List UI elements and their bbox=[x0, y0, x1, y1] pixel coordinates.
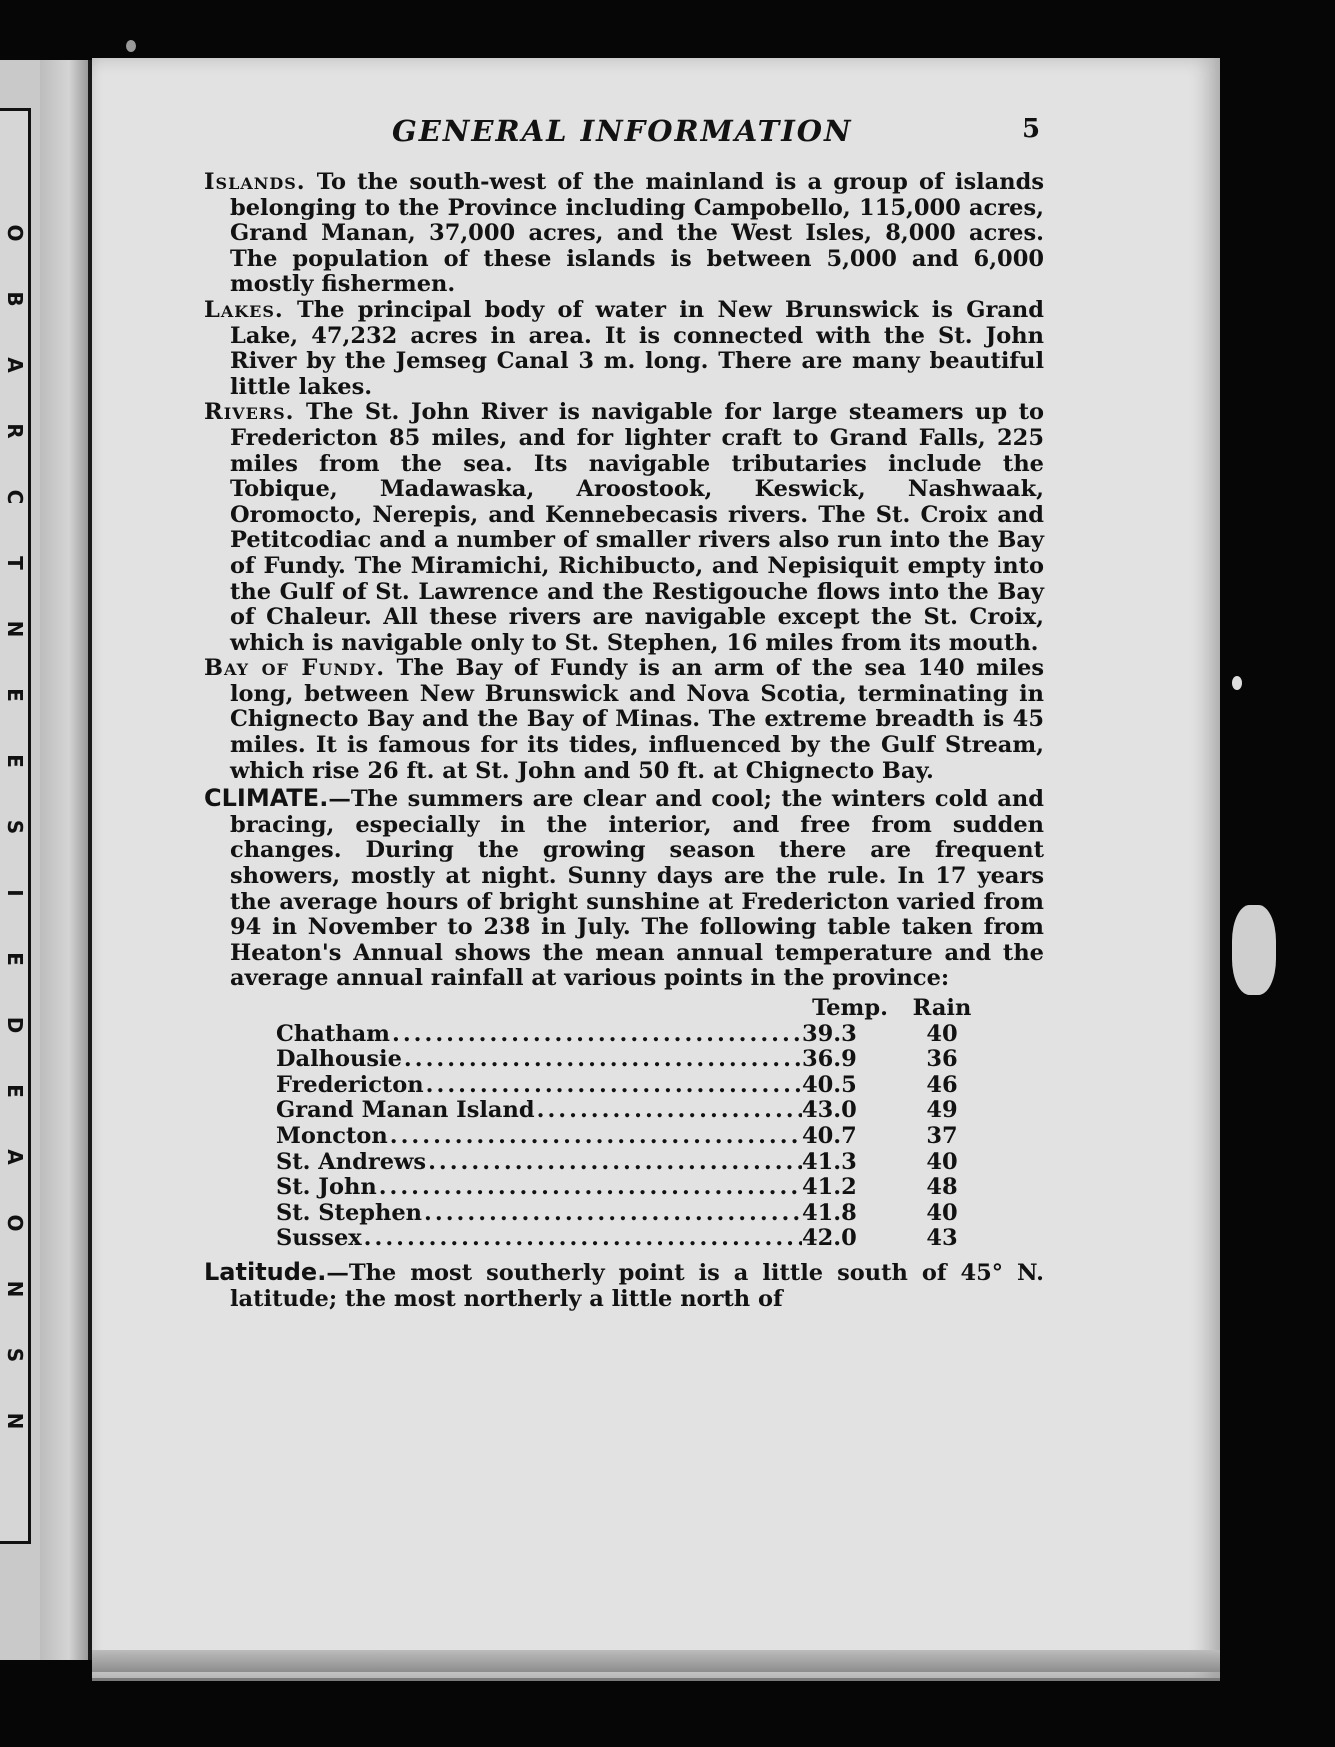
bay-of-fundy-heading: Bay of Fundy. bbox=[204, 655, 386, 682]
islands-paragraph bbox=[204, 170, 1044, 298]
spine-letter: R bbox=[3, 423, 27, 439]
place-name: Fredericton bbox=[276, 1071, 424, 1098]
table-row bbox=[276, 1098, 986, 1124]
spine-letter: A bbox=[3, 357, 27, 373]
spine-letter: N bbox=[3, 1280, 27, 1298]
climate-paragraph bbox=[204, 786, 1044, 992]
dot-leader bbox=[362, 1226, 802, 1252]
scan-speck bbox=[1232, 676, 1242, 690]
spine-letter: N bbox=[3, 620, 27, 638]
temp-value: 40.7 bbox=[802, 1122, 857, 1149]
page-title: GENERAL INFORMATION bbox=[392, 114, 853, 148]
spine-letter: N bbox=[3, 1412, 27, 1430]
climate-heading: CLIMATE. bbox=[204, 784, 329, 813]
dot-leader bbox=[424, 1073, 802, 1099]
rain-value: 40 bbox=[926, 1199, 958, 1226]
rain-value: 37 bbox=[926, 1122, 958, 1149]
spine-letter: S bbox=[3, 819, 27, 835]
page-body bbox=[204, 170, 1044, 1312]
page-bottom-edge bbox=[92, 1650, 1220, 1672]
table-row bbox=[276, 1226, 986, 1252]
rain-value: 40 bbox=[926, 1148, 958, 1175]
temp-value: 39.3 bbox=[802, 1020, 857, 1047]
rain-value: 40 bbox=[926, 1020, 958, 1047]
rain-value: 46 bbox=[926, 1071, 958, 1098]
page-number: 5 bbox=[1022, 114, 1041, 144]
temperature-rainfall-table bbox=[276, 996, 986, 1252]
scan-speck bbox=[126, 40, 136, 52]
islands-text: To the south-west of the mainland is a group of islands belonging to the Province including Campobello, 115,000 acres, Grand Manan, 37,000 acres, and the West Isles, 8,000 acres. The population of these islands is between 5,000 and 6,000 mostly fishermen. bbox=[230, 169, 1044, 298]
place-name: St. Stephen bbox=[276, 1199, 423, 1226]
spine-letter: T bbox=[3, 556, 27, 570]
place-name: Grand Manan Island bbox=[276, 1097, 535, 1124]
rain-value: 48 bbox=[926, 1174, 958, 1201]
latitude-heading: Latitude. bbox=[204, 1257, 327, 1286]
rain-value: 36 bbox=[926, 1046, 958, 1073]
climate-text: —The summers are clear and cool; the winters cold and bracing, especially in the interior, and free from sudden changes. During the growing season there are frequent showers, mostly at night. Sunny days are the rule. In 17 years the average hours of bright sunshine at Fredericton varied from 94 in November to 238 in July. The following table taken from Heaton's Annual shows the mean annual temperature and the average annual rainfall at various points in the province: bbox=[230, 786, 1044, 992]
table-row bbox=[276, 1150, 986, 1176]
bay-of-fundy-paragraph bbox=[204, 656, 1044, 784]
latitude-text: —The most southerly point is a little south of 45° N. latitude; the most northerly a little north of bbox=[230, 1259, 1044, 1312]
bay-of-fundy-text: The Bay of Fundy is an arm of the sea 140 miles long, between New Brunswick and Nova Scotia, terminating in Chignecto Bay and the Bay of Minas. The extreme breadth is 45 miles. It is famous for its tides, influenced by the Gulf Stream, which rise 26 ft. at St. John and 50 ft. at Chignecto Bay. bbox=[230, 655, 1045, 784]
spine-letter: A bbox=[3, 1149, 27, 1165]
temp-value: 40.5 bbox=[802, 1071, 857, 1098]
place-name: St. Andrews bbox=[276, 1148, 427, 1175]
rain-column-header: Rain bbox=[912, 995, 972, 1021]
place-name: St. John bbox=[276, 1174, 377, 1201]
spine-letter: E bbox=[3, 952, 27, 966]
temp-column-header: Temp. bbox=[812, 995, 888, 1021]
lakes-paragraph bbox=[204, 298, 1044, 400]
table-row bbox=[276, 1124, 986, 1150]
temp-value: 41.3 bbox=[802, 1148, 857, 1175]
left-page-map-border bbox=[0, 108, 31, 1544]
left-page-edge bbox=[40, 60, 88, 1660]
place-name: Chatham bbox=[276, 1020, 390, 1047]
temp-value: 43.0 bbox=[802, 1097, 857, 1124]
dot-leader bbox=[426, 1150, 802, 1176]
spine-letter: E bbox=[3, 754, 27, 768]
spine-letter: O bbox=[3, 1214, 27, 1232]
rain-value: 43 bbox=[926, 1225, 958, 1252]
table-row bbox=[276, 1073, 986, 1099]
place-name: Moncton bbox=[276, 1122, 388, 1149]
spine-letter: E bbox=[3, 688, 27, 702]
dot-leader bbox=[388, 1124, 802, 1150]
scan-speck bbox=[1232, 905, 1276, 995]
lakes-heading: Lakes. bbox=[204, 296, 284, 323]
table-row bbox=[276, 1022, 986, 1048]
lakes-text: The principal body of water in New Brunswick is Grand Lake, 47,232 acres in area. It is connected with the St. John River by the Jemseg Canal 3 m. long. There are many beautiful little lakes. bbox=[230, 296, 1044, 400]
spine-letter: C bbox=[3, 489, 27, 505]
dot-leader bbox=[402, 1047, 802, 1073]
temp-value: 36.9 bbox=[802, 1046, 857, 1073]
spine-letter: O bbox=[3, 224, 27, 242]
spine-letter: I bbox=[3, 889, 27, 897]
islands-heading: Islands. bbox=[204, 169, 306, 195]
rivers-paragraph bbox=[204, 400, 1044, 656]
spine-letter: D bbox=[3, 1016, 27, 1034]
spine-letter: B bbox=[3, 291, 27, 307]
rivers-heading: Rivers. bbox=[204, 399, 295, 426]
dot-leader bbox=[390, 1022, 802, 1048]
rivers-text: The St. John River is navigable for large steamers up to Fredericton 85 miles, and for lighter craft to Grand Falls, 225 miles from the sea. Its navigable tributaries include the Tobique, Madawaska, Aroostook, Keswick, Nashwaak, Oromocto, Nerepis, and Kennebecasis rivers. The St. Croix and Petitcodiac and a number of smaller rivers also run into the Bay of Fundy. The Miramichi, Richibucto, and Nepisiquit empty into the Gulf of St. Lawrence and the Restigouche flows into the Bay of Chaleur. All these rivers are navigable except the St. Croix, which is navigable only to St. Stephen, 16 miles from its mouth. bbox=[230, 399, 1044, 656]
table-rows bbox=[276, 1022, 986, 1252]
spine-letter: E bbox=[3, 1084, 27, 1098]
dot-leader bbox=[422, 1201, 802, 1227]
temp-value: 42.0 bbox=[802, 1225, 857, 1252]
dot-leader bbox=[377, 1175, 802, 1201]
table-header bbox=[276, 996, 986, 1022]
latitude-paragraph bbox=[204, 1257, 1044, 1312]
table-row bbox=[276, 1175, 986, 1201]
temp-value: 41.2 bbox=[802, 1174, 857, 1201]
book-page bbox=[92, 58, 1220, 1681]
rain-value: 49 bbox=[926, 1097, 958, 1124]
table-row bbox=[276, 1047, 986, 1073]
place-name: Dalhousie bbox=[276, 1046, 402, 1073]
place-name: Sussex bbox=[276, 1225, 362, 1252]
dot-leader bbox=[535, 1098, 802, 1124]
table-row bbox=[276, 1201, 986, 1227]
temp-value: 41.8 bbox=[802, 1199, 857, 1226]
spine-letter: S bbox=[3, 1347, 27, 1363]
